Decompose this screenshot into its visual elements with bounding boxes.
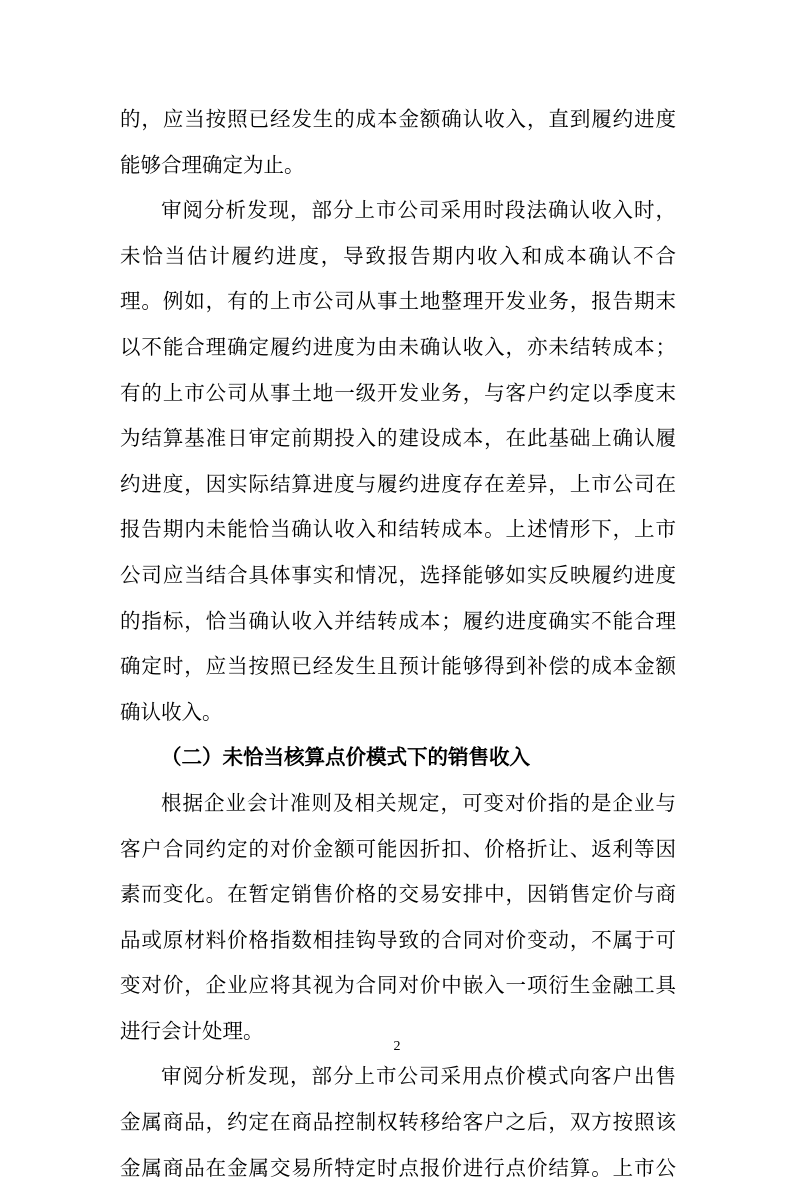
text-line: 为结算基准日审定前期投入的建设成本，在此基础上确认履	[120, 426, 676, 451]
text-line: 品或原材料价格指数相挂钩导致的合同对价变动，不属于可	[120, 927, 676, 952]
text-line: 公司应当结合具体事实和情况，选择能够如实反映履约进度	[120, 562, 676, 587]
paragraph-start-line: 根据企业会计准则及相关规定，可变对价指的是企业与	[161, 790, 676, 815]
text-line: 以不能合理确定履约进度为由未确认收入，亦未结转成本；	[120, 334, 676, 359]
section-heading: （二）未恰当核算点价模式下的销售收入	[161, 745, 530, 770]
text-line: 的指标，恰当确认收入并结转成本；履约进度确实不能合理	[120, 608, 676, 633]
paragraph-start-line: 审阅分析发现，部分上市公司采用时段法确认收入时，	[161, 198, 676, 223]
text-line: 有的上市公司从事土地一级开发业务，与客户约定以季度末	[120, 380, 676, 405]
text-line: 变对价，企业应将其视为合同对价中嵌入一项衍生金融工具	[120, 973, 676, 998]
document-body	[120, 97, 676, 1191]
text-line: 未恰当估计履约进度，导致报告期内收入和成本确认不合	[120, 243, 676, 268]
text-line: 进行会计处理。	[120, 1018, 264, 1043]
text-line: 金属商品，约定在商品控制权转移给客户之后，双方按照该	[120, 1110, 676, 1135]
text-line: 客户合同约定的对价金额可能因折扣、价格折让、返利等因	[120, 836, 676, 861]
page-number: 2	[393, 1039, 401, 1054]
text-line: 能够合理确定为止。	[120, 152, 305, 177]
text-line: 素而变化。在暂定销售价格的交易安排中，因销售定价与商	[120, 882, 676, 907]
text-line: 确定时，应当按照已经发生且预计能够得到补偿的成本金额	[120, 654, 676, 679]
text-line: 报告期内未能恰当确认收入和结转成本。上述情形下，上市	[120, 517, 676, 542]
text-line: 金属商品在金属交易所特定时点报价进行点价结算。上市公	[120, 1155, 676, 1180]
paragraph-start-line: 审阅分析发现，部分上市公司采用点价模式向客户出售	[161, 1064, 676, 1089]
text-line: 理。例如，有的上市公司从事土地整理开发业务，报告期末	[120, 289, 676, 314]
text-line: 确认收入。	[120, 699, 223, 724]
text-line: 约进度，因实际结算进度与履约进度存在差异，上市公司在	[120, 471, 676, 496]
text-line: 的，应当按照已经发生的成本金额确认收入，直到履约进度	[120, 107, 676, 131]
